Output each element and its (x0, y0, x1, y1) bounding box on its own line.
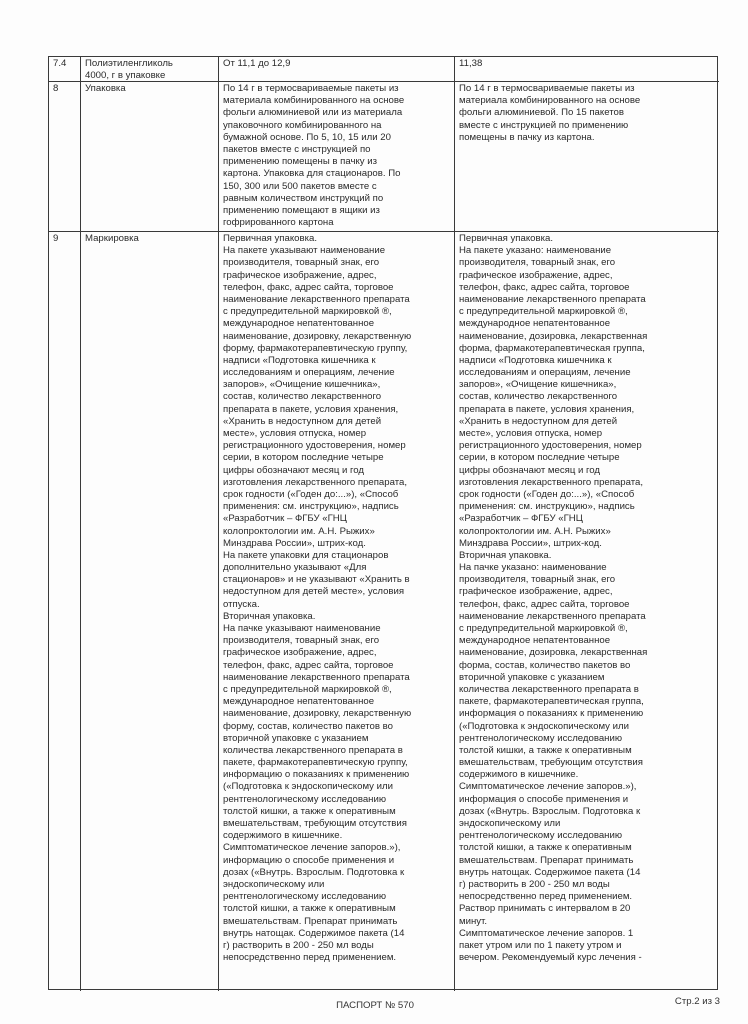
row-number: 9 (49, 232, 81, 991)
text-line: с предупредительной маркировкой ®, (223, 306, 392, 318)
text-line: форма, фармакотерапевтическая группа, (459, 342, 645, 354)
text-line: 4000, г в упаковке (85, 70, 166, 81)
actual-result-text (455, 232, 717, 991)
text-line: международное непатентованное (223, 318, 375, 330)
text-line: рентгенологическому исследованию (223, 793, 387, 805)
passport-table (48, 56, 718, 990)
text-line: пакете, фармакотерапевтическая группа, (459, 696, 644, 708)
text-line: эндоскопическому или (223, 878, 325, 890)
text-line: производителя, товарный знак, его (459, 257, 616, 269)
text-line: состав, количество лекарственного (459, 391, 618, 403)
text-line: запоров», «Очищение кишечника», (459, 379, 617, 391)
text-line: дозах («Внутрь. Взрослым. Подготовка к (459, 805, 641, 817)
text-line: толстой кишки, а также к оперативным (223, 805, 396, 817)
text-line: отпуска. (223, 598, 260, 610)
row-number: 8 (49, 82, 81, 231)
text-line: производителя, товарный знак, его (223, 635, 380, 647)
text-line: применению помещают в ящики из (223, 204, 380, 216)
text-line: наименование лекарственного препарата (459, 293, 646, 305)
text-line: надписи «Подготовка кишечника к (459, 354, 612, 366)
text-line: непосредственно перед применением. (223, 952, 397, 964)
parameter-name (81, 232, 219, 991)
text-line: Минздрава России», штрих-код. (459, 537, 602, 549)
text-line: 11,38 (459, 58, 483, 69)
text-line: серии, в котором последние четыре (223, 452, 384, 464)
text-line: вмешательствам. Препарат принимать (459, 854, 634, 866)
table-row (49, 82, 719, 232)
text-line: регистрационного удостоверения, номер (459, 440, 642, 452)
text-line: применения: см. инструкцию», надпись (459, 501, 635, 513)
text-line: вмешательствам, требующим отсутствия (223, 818, 407, 829)
text-line: бумажной основе. По 5, 10, 15 или 20 (223, 131, 391, 143)
text-line: На пакете указано: наименование (459, 245, 612, 257)
text-line: наименование лекарственного препарата (223, 671, 410, 683)
text-line: рентгенологическому исследованию (459, 732, 623, 744)
text-line: («Подготовка к эндоскопическому или (459, 720, 629, 732)
text-line: серии, в котором последние четыре (459, 452, 620, 464)
text-line: Минздрава России», штрих-код. (223, 537, 366, 549)
text-line: международное непатентованное (459, 635, 611, 647)
text-line: международное непатентованное (223, 696, 375, 708)
text-line: Вторичная упаковка. (459, 549, 552, 561)
text-line: наименование лекарственного препарата (223, 293, 410, 305)
parameter-name (81, 57, 219, 81)
text-line: месте», условия отпуска, номер (223, 428, 367, 439)
text-line: «Разработчик – ФГБУ «ГНЦ (223, 513, 347, 525)
text-line: форму, фармакотерапевтическую группу, (223, 342, 408, 354)
parameter-name (81, 82, 219, 231)
text-line: 150, 300 или 500 пакетов вместе с (223, 180, 377, 192)
text-line: материала комбинированного на основе (223, 95, 405, 107)
text-line: непосредственно перед применением. (459, 891, 633, 903)
text-line: регистрационного удостоверения, номер (223, 440, 406, 452)
text-line: Раствор принимать с интервалом в 20 (459, 903, 631, 915)
text-line: «Разработчик – ФГБУ «ГНЦ (459, 513, 583, 525)
text-line: фольги алюминиевой или из материала (223, 107, 403, 119)
text-line: картона. Упаковка для стационаров. По (223, 168, 401, 180)
text-line: наименование, дозировку, лекарственную (223, 708, 412, 720)
text-line: графическое изображение, адрес, (459, 269, 613, 281)
text-line: с предупредительной маркировкой ®, (223, 683, 392, 695)
text-line: На пакете указывают наименование (223, 245, 386, 257)
page-number: Стр.2 из 3 (674, 996, 720, 1007)
text-line: колопроктологии им. А.Н. Рыжих» (459, 525, 611, 537)
text-line: препарата в пакете, условия хранения, (459, 403, 635, 415)
text-line: г) растворить в 200 - 250 мл воды (459, 878, 610, 890)
text-line: информация о показаниях к применению (459, 708, 644, 720)
text-line: вторичной упаковке с указанием (223, 732, 369, 744)
text-line: наименование, дозировку, лекарственную (223, 330, 412, 342)
text-line: изготовления лекарственного препарата, (459, 476, 644, 488)
passport-number: ПАСПОРТ № 570 (336, 1000, 414, 1011)
table-row (49, 232, 719, 991)
actual-result-text (455, 57, 717, 81)
text-line: равным количеством инструкций по (223, 192, 384, 204)
text-line: телефон, факс, адрес сайта, торговое (459, 598, 630, 610)
text-line: препарата в пакете, условия хранения, (223, 403, 399, 415)
text-line: вторичной упаковке с указанием (459, 671, 605, 683)
text-line: помещены в пачку из картона. (459, 131, 595, 143)
text-line: форму, состав, количество пакетов во (223, 720, 393, 732)
text-line: наименование лекарственного препарата (459, 610, 646, 622)
text-line: состав, количество лекарственного (223, 391, 382, 403)
text-line: толстой кишки, а также к оперативным (223, 903, 396, 915)
text-line: внутрь натощак. Содержимое пакета (14 (223, 927, 405, 939)
text-line: упаковочного комбинированного на (223, 119, 382, 131)
text-line: дополнительно указывают «Для (223, 562, 367, 574)
text-line: По 14 г в термосвариваемые пакеты из (459, 83, 635, 94)
text-line: Симптоматическое лечение запоров. 1 (459, 927, 634, 939)
text-line: информация о способе применения и (459, 793, 629, 805)
text-line: цифры обозначают месяц и год (223, 464, 365, 476)
text-line: На пачке указывают наименование (223, 623, 381, 634)
actual-result-text (455, 82, 717, 231)
text-line: минут. (459, 915, 488, 927)
text-line: От 11,1 до 12,9 (223, 58, 291, 69)
text-line: гофрированного картона (223, 217, 334, 229)
text-line: Первичная упаковка. (459, 233, 553, 244)
text-line: вмешательствам, требующим отсутствия (459, 757, 643, 769)
text-line: надписи «Подготовка кишечника к (223, 354, 376, 366)
text-line: пакете, фармакотерапевтическую группу, (223, 757, 408, 769)
text-line: графическое изображение, адрес, (459, 586, 613, 598)
text-line: Симптоматическое лечение запоров.»), (223, 842, 401, 854)
text-line: графическое изображение, адрес, (223, 647, 377, 659)
text-line: телефон, факс, адрес сайта, торговое (459, 281, 630, 293)
text-line: исследованиям и операциям, лечение (459, 367, 631, 379)
text-line: пакет утром или по 1 пакету утром и (459, 939, 622, 951)
text-line: срок годности («Годен до:...»), «Способ (223, 488, 399, 500)
text-line: Вторичная упаковка. (223, 610, 316, 622)
text-line: Симптоматическое лечение запоров.»), (459, 781, 637, 793)
text-line: с предупредительной маркировкой ®, (459, 623, 628, 634)
specification-text (219, 232, 455, 991)
text-line: По 14 г в термосвариваемые пакеты из (223, 83, 399, 94)
text-line: («Подготовка к эндоскопическому или (223, 781, 393, 793)
text-line: вечером. Рекомендуемый курс лечения - (459, 952, 642, 964)
text-line: информацию о способе применения и (223, 854, 395, 866)
table-row (49, 57, 719, 82)
text-line: «Хранить в недоступном для детей (459, 415, 618, 427)
text-line: Полиэтиленгликоль (85, 58, 173, 69)
text-line: наименование, дозировка, лекарственная (459, 330, 648, 342)
text-line: применения: см. инструкцию», надпись (223, 501, 399, 513)
text-line: На пакете упаковки для стационаров (223, 549, 389, 561)
text-line: вместе с инструкцией по применению (459, 119, 629, 131)
text-line: форма, состав, количество пакетов во (459, 659, 631, 671)
text-line: Маркировка (85, 233, 139, 244)
text-line: с предупредительной маркировкой ®, (459, 306, 628, 318)
text-line: г) растворить в 200 - 250 мл воды (223, 939, 374, 951)
text-line: месте», условия отпуска, номер (459, 428, 603, 439)
text-line: рентгенологическому исследованию (223, 891, 387, 903)
text-line: количества лекарственного препарата в (223, 744, 403, 756)
text-line: информацию о показаниях к применению (223, 769, 410, 781)
text-line: дозах («Внутрь. Взрослым. Подготовка к (223, 866, 405, 878)
text-line: фольги алюминиевой. По 15 пакетов (459, 107, 624, 119)
text-line: изготовления лекарственного препарата, (223, 476, 408, 488)
text-line: вмешательствам. Препарат принимать (223, 915, 398, 927)
text-line: эндоскопическому или (459, 818, 561, 829)
specification-text (219, 57, 455, 81)
text-line: Первичная упаковка. (223, 233, 317, 244)
text-line: применению помещены в пачку из (223, 156, 378, 168)
text-line: Упаковка (85, 83, 126, 94)
text-line: недоступном для детей месте», условия (223, 586, 405, 598)
text-line: содержимого в кишечнике. (459, 769, 579, 781)
text-line: рентгенологическому исследованию (459, 830, 623, 842)
text-line: телефон, факс, адрес сайта, торговое (223, 281, 394, 293)
text-line: внутрь натощак. Содержимое пакета (14 (459, 866, 641, 878)
text-line: производителя, товарный знак, его (223, 257, 380, 269)
text-line: толстой кишки, а также к оперативным (459, 842, 632, 854)
text-line: колопроктологии им. А.Н. Рыжих» (223, 525, 375, 537)
text-line: цифры обозначают месяц и год (459, 464, 601, 476)
text-line: исследованиям и операциям, лечение (223, 367, 395, 379)
text-line: срок годности («Годен до:...»), «Способ (459, 488, 635, 500)
specification-text (219, 82, 455, 231)
text-line: стационаров» и не указывают «Хранить в (223, 574, 410, 586)
text-line: толстой кишки, а также к оперативным (459, 744, 632, 756)
text-line: телефон, факс, адрес сайта, торговое (223, 659, 394, 671)
text-line: графическое изображение, адрес, (223, 269, 377, 281)
text-line: наименование, дозировка, лекарственная (459, 647, 648, 659)
row-number: 7.4 (49, 57, 81, 81)
text-line: пакетов вместе с инструкцией по (223, 143, 371, 155)
text-line: производителя, товарный знак, его (459, 574, 616, 586)
text-line: На пачке указано: наименование (459, 562, 607, 574)
text-line: международное непатентованное (459, 318, 611, 330)
text-line: запоров», «Очищение кишечника», (223, 379, 381, 391)
text-line: содержимого в кишечнике. (223, 830, 343, 842)
text-line: материала комбинированного на основе (459, 95, 641, 107)
text-line: количества лекарственного препарата в (459, 683, 639, 695)
text-line: «Хранить в недоступном для детей (223, 415, 382, 427)
